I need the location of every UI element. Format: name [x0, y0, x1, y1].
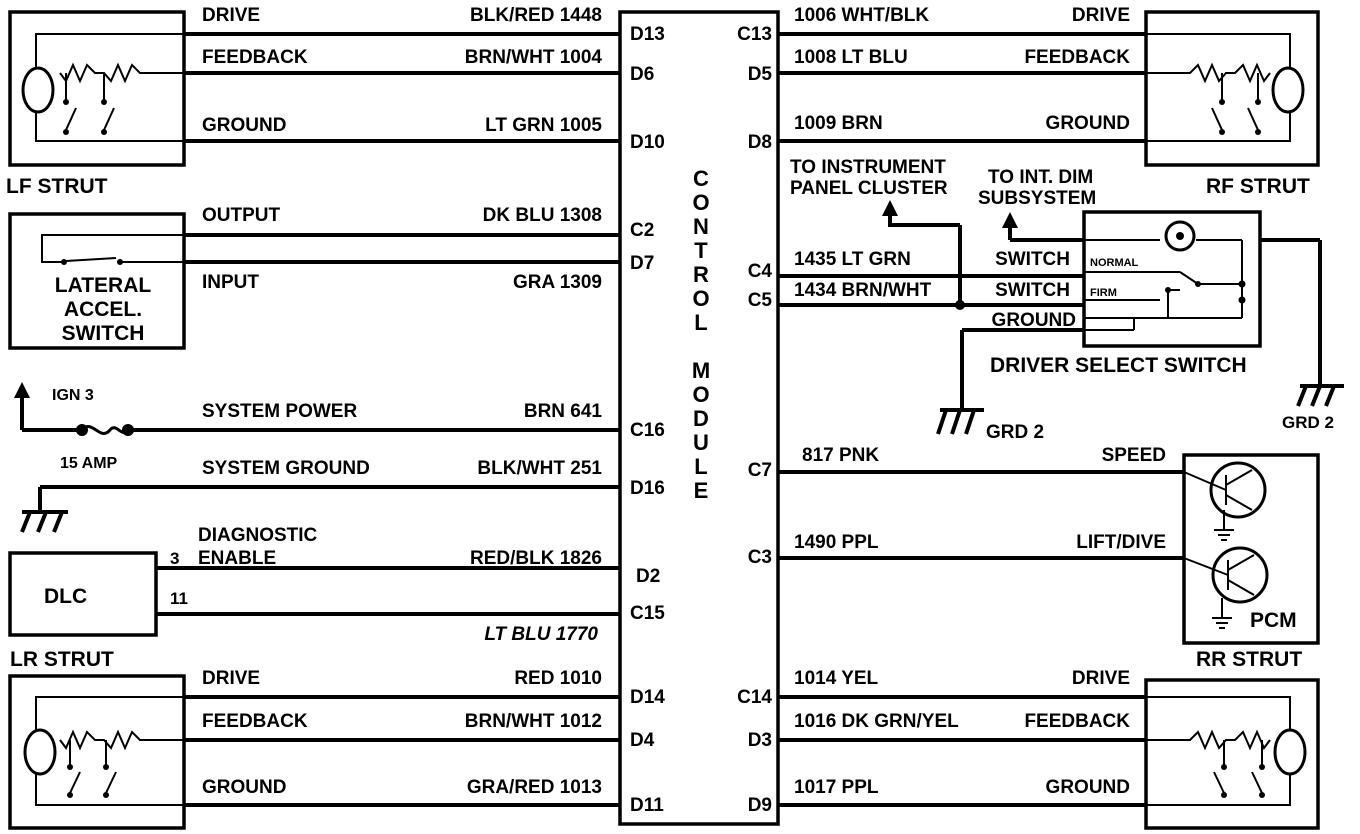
lateral-switch-label-1: LATERAL: [54, 274, 152, 297]
wire-brn-wht-1012: BRN/WHT 1012: [464, 711, 602, 732]
module-letter: T: [694, 238, 708, 263]
grd2-left-label: GRD 2: [986, 422, 1045, 443]
pin-d9: D9: [747, 795, 772, 816]
pcm-label: PCM: [1250, 609, 1297, 632]
pin-d3: D3: [747, 730, 772, 751]
pin-c16: C16: [630, 420, 665, 441]
fuse-label: 15 AMP: [60, 455, 118, 472]
module-letter: U: [693, 430, 709, 455]
lf-strut-label: LF STRUT: [6, 175, 108, 198]
control-module-label: [692, 166, 710, 503]
lateral-switch-label-2: ACCEL.: [63, 298, 143, 321]
module-letter: E: [693, 478, 709, 503]
wire-blk-red-1448: BLK/RED 1448: [470, 5, 602, 26]
to-int-dim-label-2: SUBSYSTEM: [978, 188, 1097, 209]
grd2-right-label: GRD 2: [1282, 413, 1334, 432]
to-instrument-panel-label-1: TO INSTRUMENT: [790, 157, 946, 178]
module-letter: N: [693, 214, 709, 239]
rf-ground-label: GROUND: [1045, 113, 1130, 134]
rf-strut-label: RF STRUT: [1206, 175, 1310, 198]
rr-drive-label: DRIVE: [1071, 668, 1130, 689]
pin-c7: C7: [747, 460, 772, 481]
wire-dk-blu-1308: DK BLU 1308: [482, 205, 602, 226]
module-letter: R: [693, 262, 709, 287]
wire-gra-1309: GRA 1309: [512, 272, 602, 293]
wire-blk-wht-251: BLK/WHT 251: [477, 458, 602, 479]
wire-1490-ppl: 1490 PPL: [794, 532, 879, 553]
wire-817-pnk: 817 PNK: [802, 445, 880, 466]
wire-gra-red-1013: GRA/RED 1013: [466, 777, 602, 798]
wire-1009-brn: 1009 BRN: [794, 113, 883, 134]
rf-drive-label: DRIVE: [1071, 5, 1130, 26]
lr-strut: [10, 676, 184, 828]
wire-1434-brn-wht: 1434 BRN/WHT: [794, 280, 932, 301]
wire-1006-wht-blk: 1006 WHT/BLK: [794, 5, 930, 26]
pin-c4: C4: [747, 261, 772, 282]
dlc-pin-11: 11: [170, 589, 188, 608]
rr-strut-label: RR STRUT: [1196, 648, 1303, 671]
wire-red-blk-1826: RED/BLK 1826: [470, 548, 602, 569]
rr-strut: [1146, 680, 1318, 828]
system-ground-label: SYSTEM GROUND: [202, 458, 370, 479]
wire-red-1010: RED 1010: [514, 668, 602, 689]
pin-d5: D5: [747, 64, 772, 85]
pin-d14: D14: [630, 687, 665, 708]
input-label: INPUT: [202, 272, 259, 293]
output-label: OUTPUT: [202, 205, 281, 226]
normal-label: NORMAL: [1090, 257, 1139, 269]
module-letter: C: [693, 166, 709, 191]
lift-dive-label: LIFT/DIVE: [1076, 532, 1166, 553]
module-letter: O: [692, 382, 710, 407]
module-letter: O: [692, 190, 710, 215]
wire-lt-blu-1770: LT BLU 1770: [484, 624, 598, 645]
grd2-right-symbol: [1298, 386, 1344, 406]
pin-d6: D6: [630, 64, 655, 85]
rr-feedback-label: FEEDBACK: [1024, 711, 1130, 732]
lr-ground-label: GROUND: [202, 777, 287, 798]
to-instrument-panel-label-2: PANEL CLUSTER: [790, 178, 948, 199]
module-letter: L: [694, 454, 708, 479]
pin-d16: D16: [630, 478, 665, 499]
pin-c5: C5: [747, 290, 772, 311]
wire-1016-dk-grn-yel: 1016 DK GRN/YEL: [794, 711, 959, 732]
pin-c15: C15: [630, 603, 665, 624]
dlc-label: DLC: [44, 585, 88, 608]
firm-label: FIRM: [1090, 287, 1117, 299]
rf-feedback-label: FEEDBACK: [1024, 47, 1130, 68]
dlc-pin-3: 3: [170, 549, 180, 568]
diagnostic-label: DIAGNOSTIC: [198, 525, 318, 546]
pin-c13: C13: [737, 24, 772, 45]
pin-d13: D13: [630, 24, 665, 45]
lateral-switch-label-3: SWITCH: [61, 322, 145, 345]
lr-strut-label: LR STRUT: [10, 648, 114, 671]
wire-lt-grn-1005: LT GRN 1005: [485, 115, 602, 136]
pin-d8: D8: [747, 132, 772, 153]
system-ground-symbol: [22, 487, 68, 532]
switch-firm-label: SWITCH: [995, 280, 1070, 301]
wire-1008-lt-blu: 1008 LT BLU: [794, 47, 908, 68]
enable-label: ENABLE: [198, 548, 277, 569]
pin-d4: D4: [630, 730, 655, 751]
wire-1014-yel: 1014 YEL: [794, 668, 879, 689]
wire-1017-ppl: 1017 PPL: [794, 777, 879, 798]
lf-ground-label: GROUND: [202, 115, 287, 136]
module-letter: O: [692, 286, 710, 311]
switch-ground-label: GROUND: [991, 310, 1076, 331]
lf-strut: [10, 12, 184, 165]
pin-d2: D2: [636, 566, 661, 587]
pin-d7: D7: [630, 253, 655, 274]
lr-feedback-label: FEEDBACK: [202, 711, 308, 732]
ign3-label: IGN 3: [52, 387, 94, 404]
pin-c3: C3: [747, 547, 772, 568]
system-power-label: SYSTEM POWER: [202, 401, 358, 422]
lr-drive-label: DRIVE: [202, 668, 261, 689]
pin-c2: C2: [630, 220, 655, 241]
driver-select-switch: [1084, 212, 1260, 346]
driver-select-switch-label: DRIVER SELECT SWITCH: [990, 354, 1247, 377]
wire-brn-wht-1004: BRN/WHT 1004: [464, 47, 602, 68]
module-letter: D: [693, 406, 709, 431]
rf-strut: [1146, 12, 1318, 165]
rr-ground-label: GROUND: [1045, 777, 1130, 798]
switch-normal-label: SWITCH: [995, 249, 1070, 270]
pin-d11: D11: [630, 795, 664, 816]
grd2-left-symbol: [938, 410, 984, 434]
lf-drive-label: DRIVE: [202, 5, 261, 26]
pin-d10: D10: [630, 132, 665, 153]
wire-brn-641: BRN 641: [523, 401, 602, 422]
lf-feedback-label: FEEDBACK: [202, 47, 308, 68]
wire-1435-lt-grn: 1435 LT GRN: [794, 249, 911, 270]
pin-c14: C14: [737, 687, 772, 708]
module-letter: L: [694, 310, 708, 335]
speed-label: SPEED: [1101, 445, 1166, 466]
module-letter: M: [691, 358, 711, 383]
to-int-dim-label-1: TO INT. DIM: [988, 167, 1094, 188]
